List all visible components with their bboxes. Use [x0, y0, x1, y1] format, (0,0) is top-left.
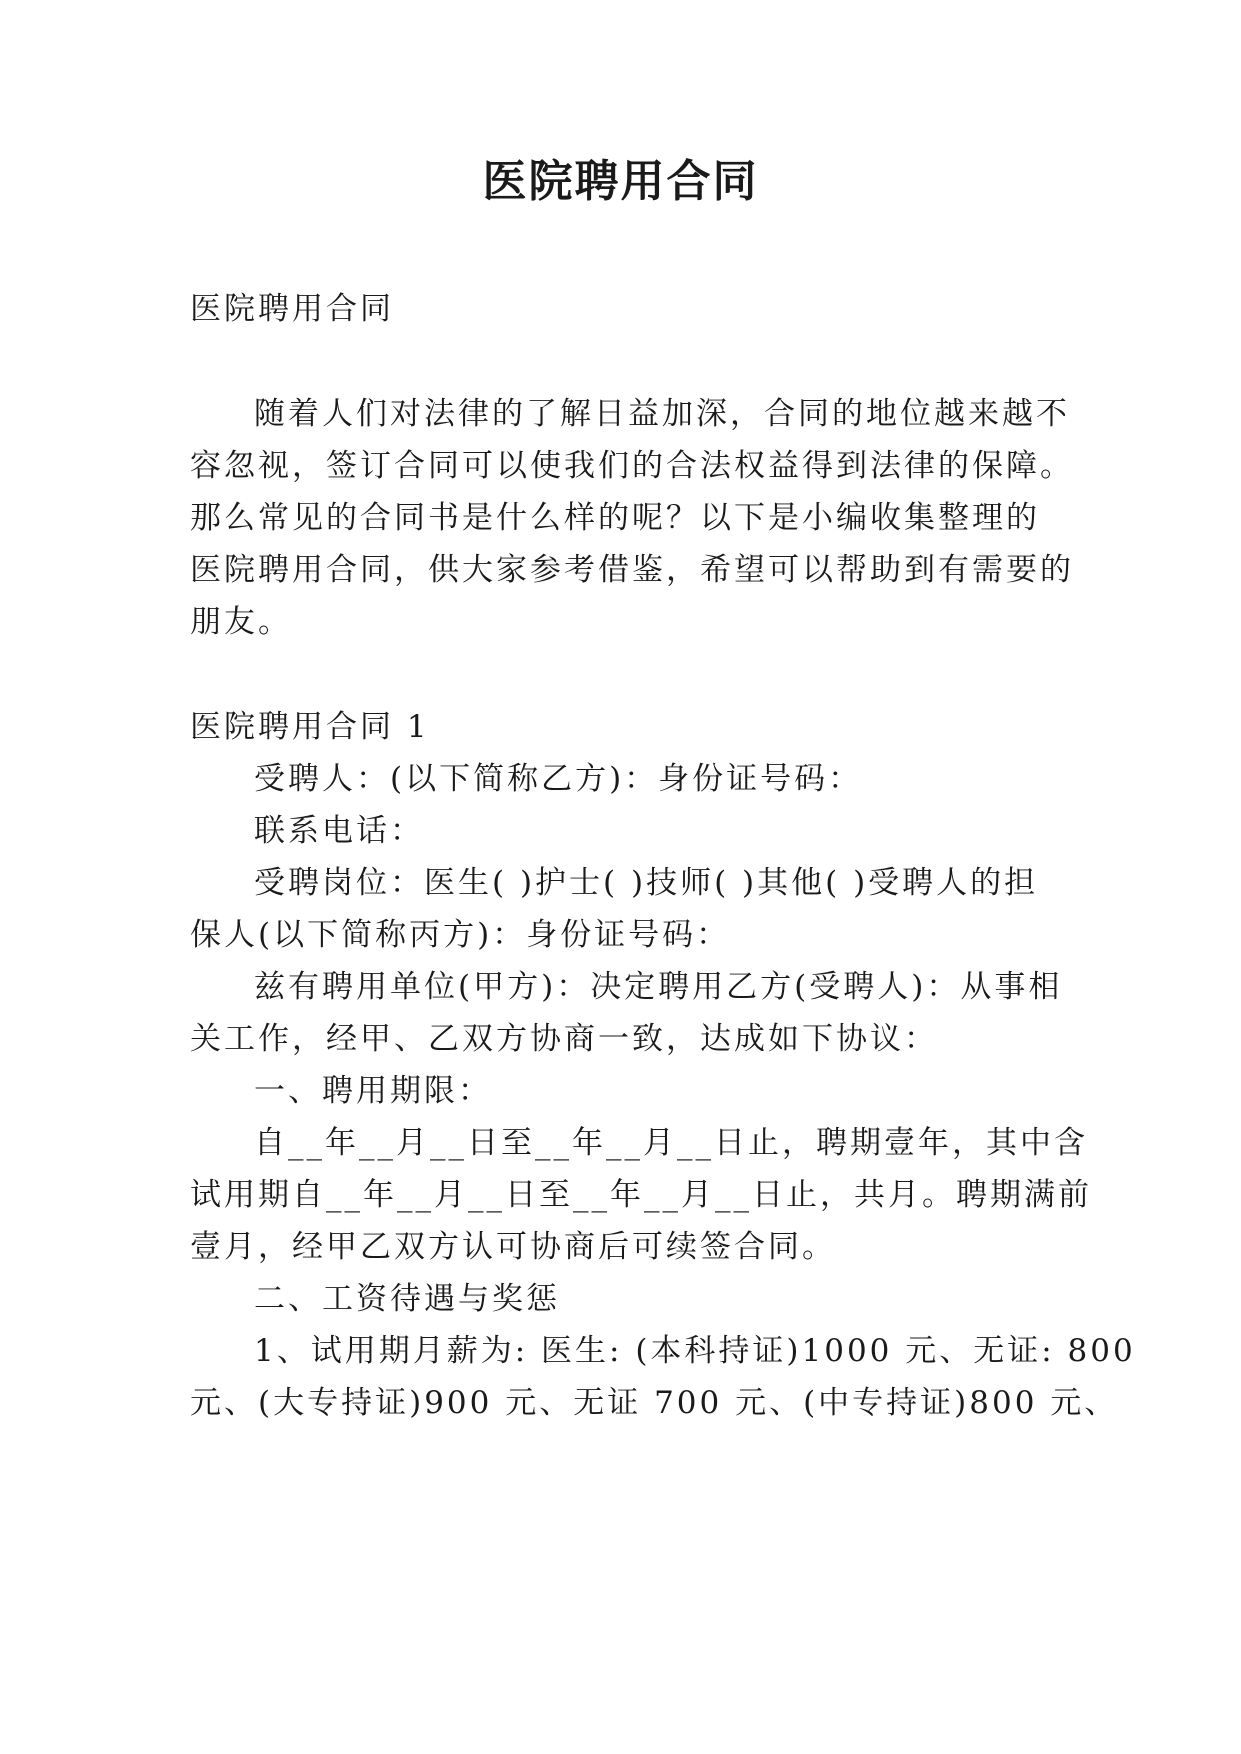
contract-line: 保人(以下简称丙方)：身份证号码：: [190, 917, 731, 953]
contract-line: 受聘人：(以下简称乙方)：身份证号码：: [254, 761, 863, 797]
contract-line: 兹有聘用单位(甲方)：决定聘用乙方(受聘人)：从事相: [254, 969, 1063, 1005]
contract-line: 壹月，经甲乙双方认可协商后可续签合同。: [190, 1229, 836, 1265]
contract-line: 试用期自__年__月__日至__年__月__日止，共月。聘期满前: [190, 1177, 1092, 1213]
contract-line: 关工作，经甲、乙双方协商一致，达成如下协议：: [190, 1021, 938, 1057]
contract-line: 自__年__月__日至__年__月__日止，聘期壹年，其中含: [254, 1125, 1088, 1161]
contract-line: 1、试用期月薪为: 医生: (本科持证)1000 元、无证: 800: [254, 1333, 1136, 1369]
clause-heading: 一、聘用期限：: [254, 1073, 492, 1109]
contract-line: 联系电话：: [254, 813, 424, 849]
section-heading: 医院聘用合同 1: [190, 709, 430, 745]
contract-line: 元、(大专持证)900 元、无证 700 元、(中专持证)800 元、: [190, 1385, 1119, 1421]
document-title: 医院聘用合同: [482, 156, 759, 207]
contract-line: 受聘岗位：医生( )护士( )技师( )其他( )受聘人的担: [254, 865, 1039, 901]
intro-line: 朋友。: [190, 604, 292, 640]
intro-line: 容忽视，签订合同可以使我们的合法权益得到法律的保障。: [190, 448, 1074, 484]
document-subtitle: 医院聘用合同: [190, 291, 394, 327]
intro-line: 医院聘用合同，供大家参考借鉴，希望可以帮助到有需要的: [190, 552, 1074, 588]
intro-line: 随着人们对法律的了解日益加深，合同的地位越来越不: [254, 396, 1070, 432]
intro-line: 那么常见的合同书是什么样的呢？以下是小编收集整理的: [190, 500, 1040, 536]
clause-heading: 二、工资待遇与奖惩: [254, 1281, 560, 1317]
